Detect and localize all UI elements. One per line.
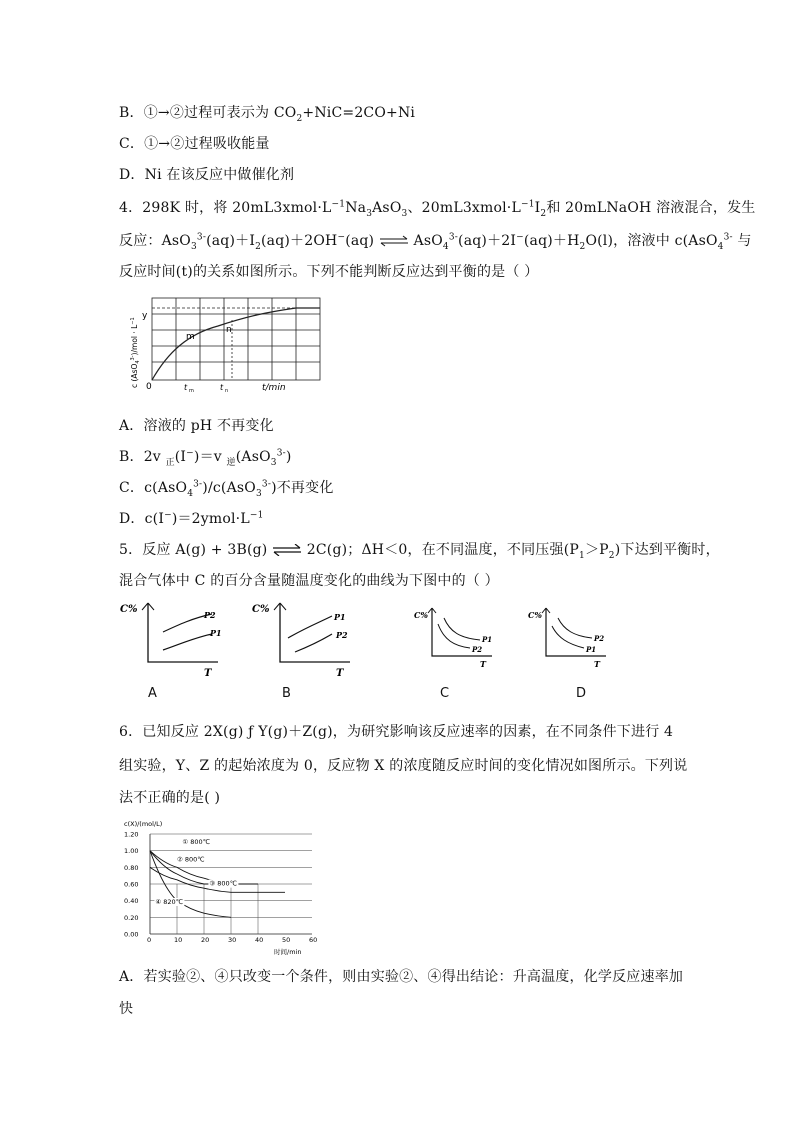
- chart-x-tick: 30: [228, 936, 237, 944]
- chart-series-label: ③ 800℃: [209, 879, 238, 888]
- graph-y-label: c $(AsO_4^{3-})/mol \cdot L^{-1}$: [130, 317, 141, 388]
- graph-c-y-label: C%: [414, 610, 428, 620]
- graph-b-curve-bottom: P2: [336, 630, 348, 640]
- chart-y-tick: 1.00: [124, 847, 139, 856]
- chart-y-tick: 1.20: [124, 830, 139, 839]
- graph-letter-d: D: [576, 686, 587, 701]
- q3-option-c: C．①→②过程吸收能量: [119, 136, 270, 152]
- graph-a-y-label: C%: [120, 604, 138, 615]
- equilibrium-arrow-icon: [379, 235, 409, 247]
- chart-x-tick: 40: [255, 936, 264, 944]
- q4-option-a: A．溶液的 pH 不再变化: [119, 418, 274, 434]
- q5-graph-c: [408, 606, 498, 676]
- chart-x-tick: 10: [174, 936, 183, 944]
- graph-a-x-label: T: [204, 668, 212, 679]
- q3-option-d: D．Ni 在该反应中做催化剂: [119, 167, 295, 183]
- q4-stem-line3: 反应时间(t)的关系如图所示。下列不能判断反应达到平衡的是（ ）: [119, 264, 539, 280]
- q6-stem-line3: 法不正确的是( ): [119, 790, 221, 806]
- q5-graph-b: [250, 600, 360, 680]
- q5-stem-line2: 混合气体中 C 的百分含量随温度变化的曲线为下图中的（ ）: [119, 573, 499, 589]
- chart-y-tick: 0.20: [124, 913, 139, 922]
- graph-point-m: m: [186, 332, 195, 342]
- chart-x-tick: 50: [282, 936, 291, 944]
- q4-concentration-graph: [128, 292, 328, 402]
- graph-c-curve-bottom: P2: [472, 645, 483, 654]
- chart-y-tick: 0.40: [124, 897, 139, 906]
- chart-series-label: ① 800℃: [182, 838, 211, 846]
- graph-origin: 0: [146, 382, 152, 392]
- q4-stem-line1: 4．298K 时，将 $20mL3xmol\cdot L^{-1}Na_3AsO_3$、$20mL3xmol\cdot L^{-1}I_2$和 20mLNaOH 溶液混合，发生: [119, 199, 756, 219]
- q4-option-b: B．2v $_正$(I−)＝v $_逆$(AsO$_3^{3-}$): [119, 448, 292, 468]
- q6-option-a-line2: 快: [119, 1001, 134, 1017]
- chart-x-tick: 20: [201, 936, 210, 944]
- graph-letter-a: A: [148, 686, 157, 701]
- graph-tick-tn: t: [220, 383, 224, 392]
- graph-b-y-label: C%: [252, 604, 270, 615]
- chart-y-tick: 0.60: [124, 880, 139, 889]
- chart-series-label: ② 800℃: [177, 855, 205, 864]
- chart-y-tick: 0.80: [124, 863, 139, 872]
- equilibrium-arrow-icon: [272, 544, 302, 556]
- q4-option-c: C．c(AsO$_4^{3-}$)/c(AsO$_3^{3-}$)不再变化: [119, 479, 334, 499]
- graph-c-x-label: T: [480, 659, 486, 669]
- graph-d-curve-bottom: P1: [586, 645, 597, 654]
- graph-letter-b: B: [282, 686, 291, 701]
- q6-concentration-chart: [120, 816, 325, 956]
- graph-c-curve-top: P1: [482, 635, 493, 644]
- chart-x-tick: 60: [309, 936, 318, 944]
- graph-d-y-label: C%: [528, 610, 542, 620]
- graph-y-mark: y: [142, 311, 148, 321]
- chart-series-label: ④ 820℃: [155, 898, 184, 906]
- graph-a-curve-bottom: P1: [210, 628, 222, 638]
- q4-stem-line2: 反应：$AsO_3^{3-}(aq)+I_2(aq)+2OH^-(aq)$ $AsO_4^{3-}(aq)+2I^-(aq)+H_2O(l)$，溶液中 c(AsO$_4^{3-}$ 与: [119, 232, 752, 252]
- chart-y-label: c(X)/(mol/L): [124, 820, 163, 828]
- q6-stem-line2: 组实验，Y、Z 的起始浓度为 0，反应物 X 的浓度随反应时间的变化情况如图所示。下列说: [119, 758, 688, 774]
- graph-b-x-label: T: [336, 668, 344, 679]
- q5-stem-line1: 5．反应 A(g) + 3B(g) 2C(g)；ΔH＜0，在不同温度，不同压强$(P_1>P_2)$下达到平衡时，: [119, 542, 720, 561]
- graph-tick-tm: t: [184, 383, 188, 392]
- graph-d-curve-top: P2: [594, 634, 605, 643]
- graph-x-label: t/min: [262, 383, 286, 393]
- chart-x-label: 时间/min: [274, 948, 302, 956]
- q4-option-d: D．$c(I^-)=2ymol\cdot L^{-1}$: [119, 510, 264, 527]
- graph-tick-tn-sub: n: [225, 388, 229, 394]
- chart-y-tick: 0.00: [124, 930, 139, 939]
- q6-option-a-line1: A．若实验②、④只改变一个条件，则由实验②、④得出结论：升高温度，化学反应速率加: [119, 969, 684, 985]
- q3-option-b: B．①→②过程可表示为 $CO_2+NiC=2CO+Ni$: [119, 105, 416, 124]
- graph-point-n: n: [226, 325, 232, 335]
- q5-graph-d: [522, 606, 612, 676]
- graph-tick-tm-sub: m: [189, 388, 194, 394]
- graph-letter-c: C: [440, 686, 450, 701]
- q5-graph-a: [118, 600, 228, 680]
- q6-stem-line1: 6．已知反应 2X(g) ƒ Y(g)＋Z(g)，为研究影响该反应速率的因素，在不同条件下进行 4: [119, 724, 674, 740]
- chart-x-tick: 0: [147, 936, 152, 944]
- graph-d-x-label: T: [594, 659, 600, 669]
- graph-a-curve-top: P2: [204, 610, 216, 620]
- graph-b-curve-top: P1: [334, 612, 346, 622]
